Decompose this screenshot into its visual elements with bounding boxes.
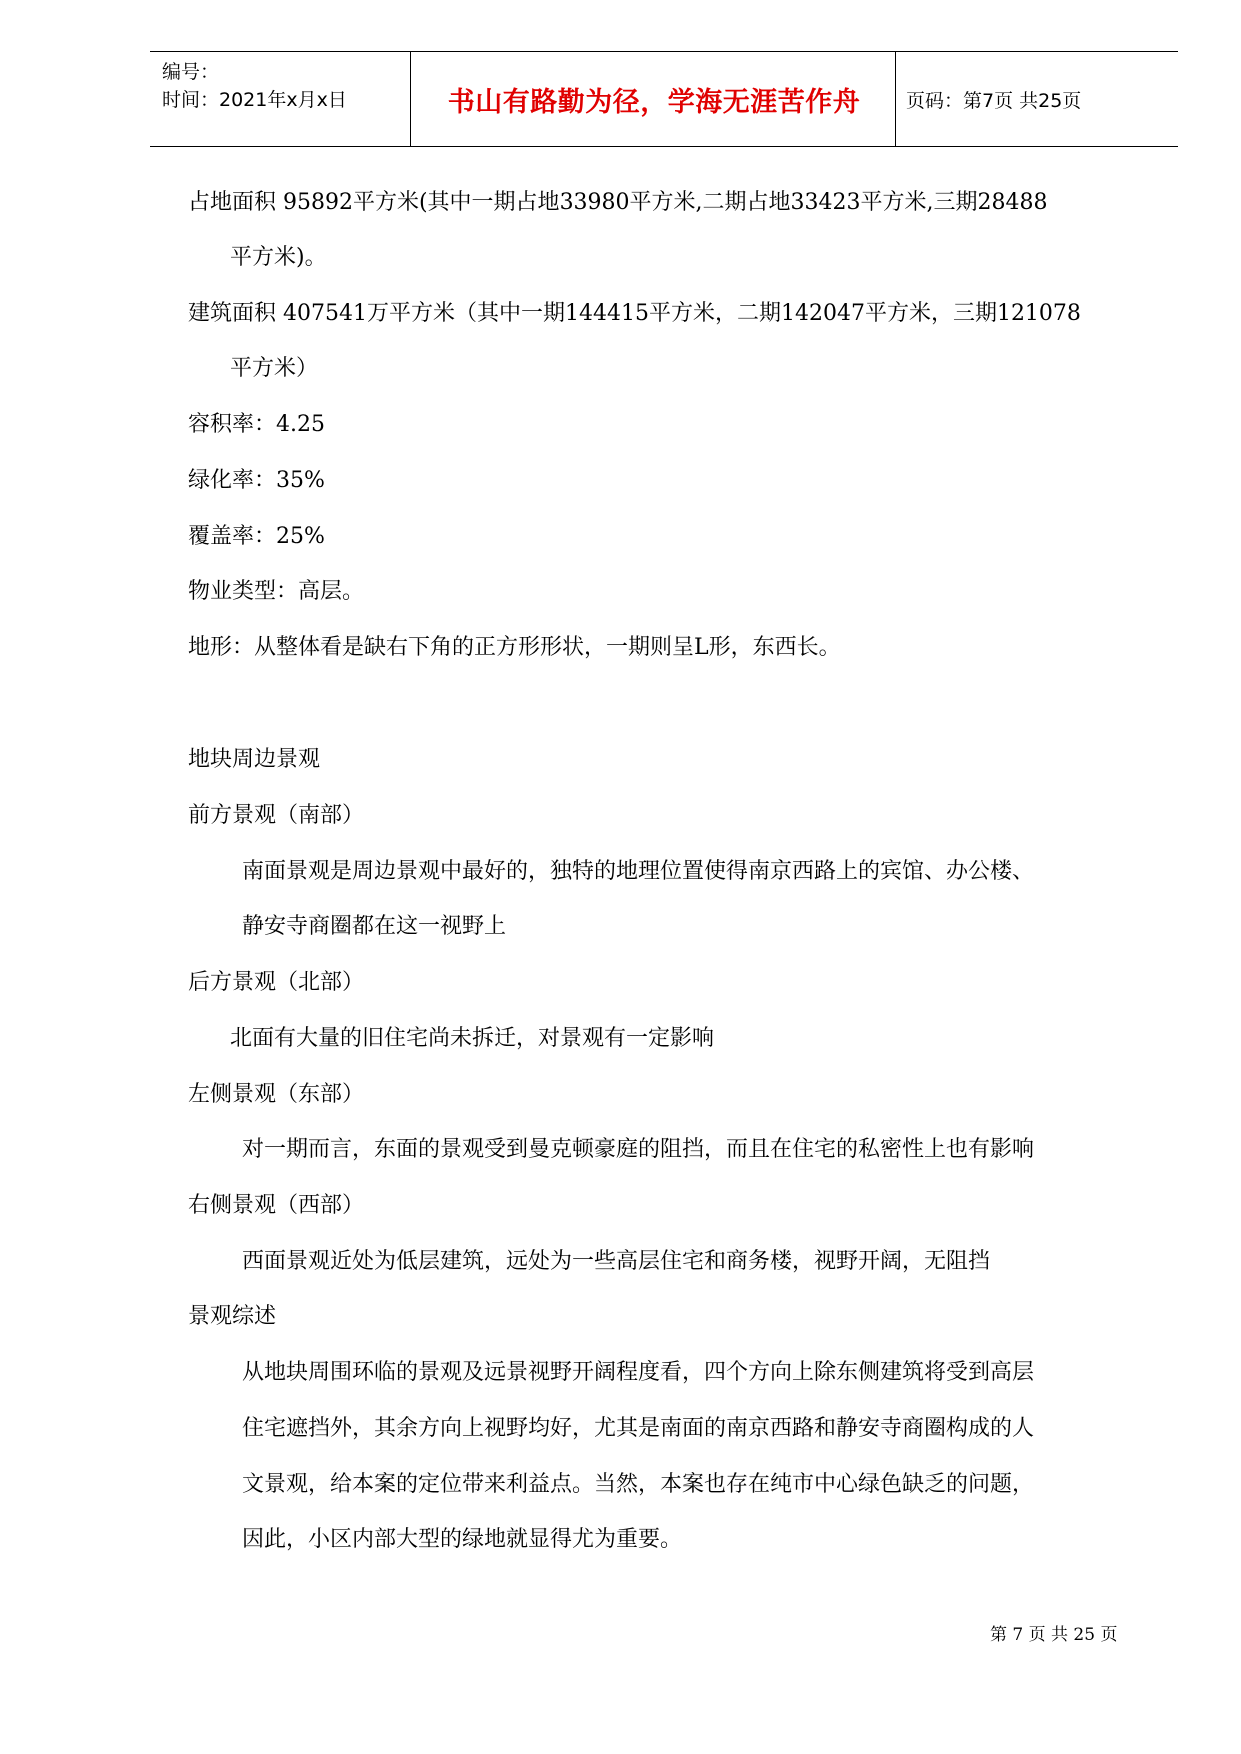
body-line: 容积率：4.25 [188, 412, 325, 437]
sub-heading: 左侧景观（东部） [188, 1082, 365, 1107]
document-number-label: 编号： [162, 61, 220, 83]
body-line: 覆盖率：25% [188, 524, 325, 549]
body-line: 北面有大量的旧住宅尚未拆迁，对景观有一定影响 [230, 1026, 715, 1051]
body-line: 地形：从整体看是缺右下角的正方形形状，一期则呈L形，东西长。 [188, 635, 841, 660]
sub-heading: 右侧景观（西部） [188, 1193, 365, 1218]
header-meta [162, 58, 347, 114]
body-line: 住宅遮挡外，其余方向上视野均好，尤其是南面的南京西路和静安寺商圈构成的人 [242, 1416, 1035, 1441]
header-divider-left [410, 52, 411, 146]
body-line: 静安寺商圈都在这一视野上 [242, 914, 507, 939]
page-header [150, 51, 1178, 147]
body-line: 建筑面积 407541万平方米（其中一期144415平方米，二期142047平方米，三期121078 [188, 301, 1081, 326]
header-page-code: 页码：第7页 共25页 [906, 90, 1082, 112]
document-time-label: 时间：2021年x月x日 [162, 89, 347, 111]
body-line: 西面景观近处为低层建筑，远处为一些高层住宅和商务楼，视野开阔，无阻挡 [242, 1249, 991, 1274]
sub-heading: 后方景观（北部） [188, 970, 365, 995]
body-line: 因此，小区内部大型的绿地就显得尤为重要。 [242, 1527, 683, 1552]
body-line: 占地面积 95892平方米(其中一期占地33980平方米,二期占地33423平方米,三期28488 [188, 190, 1048, 215]
sub-heading: 景观综述 [188, 1304, 277, 1329]
body-line: 平方米)。 [230, 245, 327, 270]
body-line: 南面景观是周边景观中最好的，独特的地理位置使得南京西路上的宾馆、办公楼、 [242, 859, 1035, 884]
body-line: 物业类型：高层。 [188, 579, 365, 604]
body-line: 对一期而言，东面的景观受到曼克顿豪庭的阻挡，而且在住宅的私密性上也有影响 [242, 1137, 1035, 1162]
body-line: 绿化率：35% [188, 468, 325, 493]
body-line: 文景观，给本案的定位带来利益点。当然，本案也存在纯市中心绿色缺乏的问题， [242, 1472, 1035, 1497]
body-line: 平方米） [230, 356, 319, 381]
section-heading: 地块周边景观 [188, 747, 321, 772]
header-motto: 书山有路勤为径，学海无涯苦作舟 [447, 87, 861, 118]
sub-heading: 前方景观（南部） [188, 803, 365, 828]
body-line: 从地块周围环临的景观及远景视野开阔程度看，四个方向上除东侧建筑将受到高层 [242, 1360, 1035, 1385]
header-divider-right [895, 52, 896, 146]
page-footer: 第 7 页 共 25 页 [990, 1625, 1118, 1645]
